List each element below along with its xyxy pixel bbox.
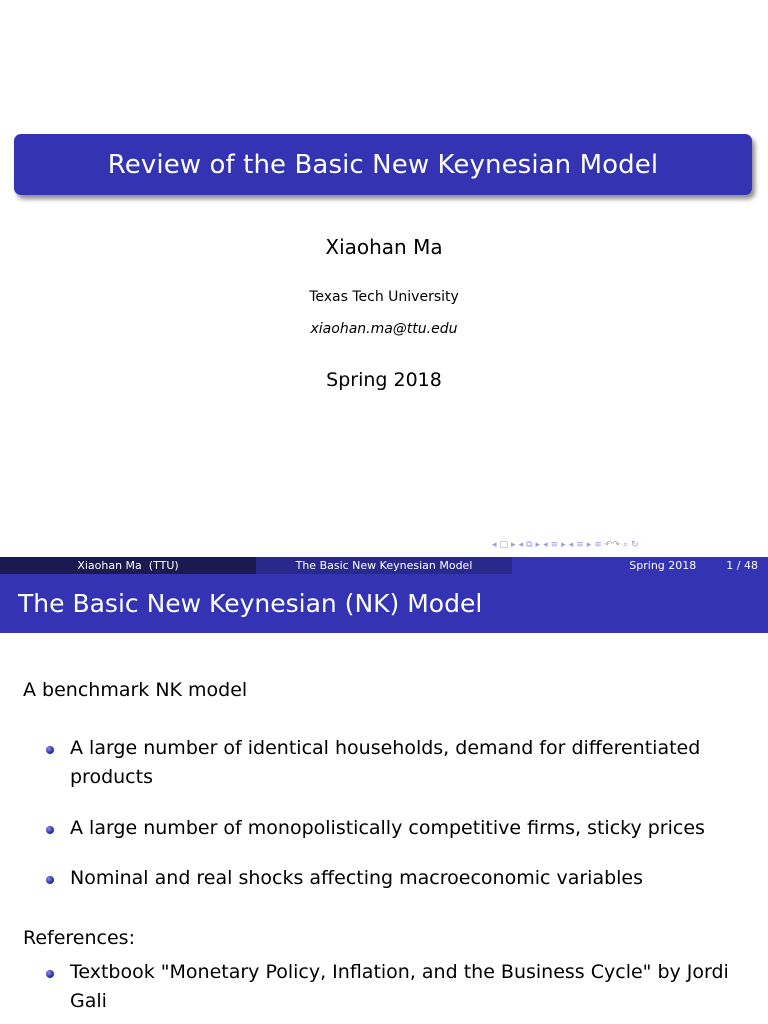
nav-refresh-icon[interactable]: ↻ xyxy=(630,540,639,550)
footer-author-section xyxy=(0,557,256,574)
footer-author: Xiaohan Ma (TTU) xyxy=(77,559,179,572)
nav-back-forward-icon[interactable]: ↶↷ xyxy=(604,540,620,550)
institute: Texas Tech University xyxy=(309,289,459,305)
bullet-icon xyxy=(46,746,54,754)
beamer-navigation-bar[interactable] xyxy=(492,538,762,552)
bullet-list xyxy=(46,864,746,893)
slide-footer xyxy=(0,557,768,574)
bullet-list xyxy=(46,734,746,792)
title-box xyxy=(14,134,752,195)
list-item xyxy=(46,734,746,792)
footer-date-section xyxy=(512,557,768,574)
author-email: xiaohan.ma@ttu.edu xyxy=(310,321,458,337)
nav-document-icon[interactable]: ≡ xyxy=(594,540,602,550)
nav-prev-section-icon[interactable]: ◂ xyxy=(568,540,574,550)
nav-next-slide-icon[interactable]: ▸ xyxy=(511,540,516,550)
list-item xyxy=(46,864,746,893)
presentation-title: Review of the Basic New Keynesian Model xyxy=(107,149,659,180)
reference-text: Textbook "Monetary Policy, Inflation, and the Business Cycle" by Jordi Gali xyxy=(70,961,729,1012)
bullet-text: Nominal and real shocks affecting macroeconomic variables xyxy=(70,867,644,889)
bullet-icon xyxy=(46,876,54,884)
frame-title-bar xyxy=(0,574,768,633)
presentation-date: Spring 2018 xyxy=(326,369,442,391)
references-list xyxy=(46,958,746,1016)
footer-page-number: 1 / 48 xyxy=(726,559,758,572)
nav-prev-frame-icon[interactable]: ◂ xyxy=(518,540,524,550)
list-item xyxy=(46,958,746,1016)
nav-next-section-icon[interactable]: ▸ xyxy=(586,540,592,550)
bullet-icon xyxy=(46,826,54,834)
nav-section-icon[interactable]: ≡ xyxy=(576,540,584,550)
bullet-icon xyxy=(46,970,54,978)
nav-prev-subsection-icon[interactable]: ◂ xyxy=(543,540,548,550)
bullet-list xyxy=(46,814,746,843)
author-name: Xiaohan Ma xyxy=(325,235,443,259)
nav-search-icon[interactable]: ⌕ xyxy=(622,540,628,550)
intro-text: A benchmark NK model xyxy=(23,679,248,701)
nav-slide-icon[interactable]: □ xyxy=(499,540,509,550)
bullet-text: A large number of identical households, demand for differentiated products xyxy=(70,737,701,788)
nav-next-frame-icon[interactable]: ▸ xyxy=(535,540,541,550)
references-label: References: xyxy=(23,927,135,949)
nav-frame-icon[interactable]: ⧉ xyxy=(526,540,533,550)
frame-title: The Basic New Keynesian (NK) Model xyxy=(18,589,483,618)
footer-date: Spring 2018 xyxy=(629,559,697,572)
nav-next-subsection-icon[interactable]: ▸ xyxy=(561,540,566,550)
footer-title: The Basic New Keynesian Model xyxy=(295,559,473,572)
bullet-text: A large number of monopolistically competitive firms, sticky prices xyxy=(70,817,705,839)
list-item xyxy=(46,814,746,843)
nav-subsection-icon[interactable]: ≡ xyxy=(550,540,559,550)
nav-prev-slide-icon[interactable]: ◂ xyxy=(492,540,497,550)
footer-title-section xyxy=(256,557,512,574)
